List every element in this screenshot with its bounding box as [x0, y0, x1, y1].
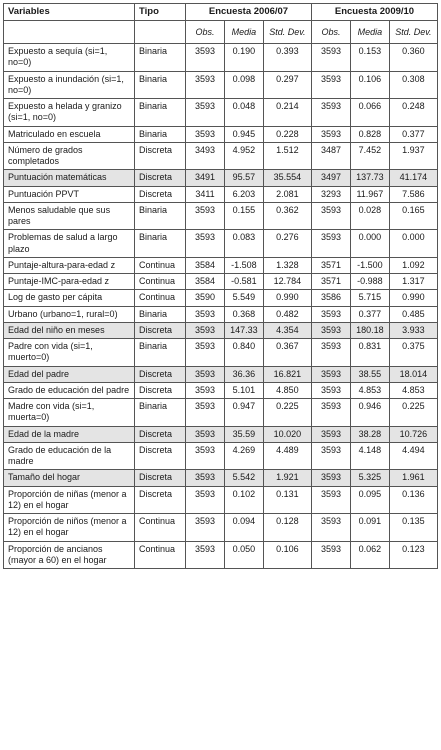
- obs-2006-cell: 3593: [186, 382, 225, 398]
- table-row: [4, 126, 438, 142]
- mean-2009-cell: 0.062: [350, 541, 389, 569]
- header-row: [4, 4, 438, 21]
- mean-2006-cell: 147.33: [225, 322, 264, 338]
- obs-2006-cell: 3593: [186, 306, 225, 322]
- obs-2006-cell: 3593: [186, 126, 225, 142]
- obs-2009-cell: 3593: [311, 399, 350, 427]
- std-dev-2009-cell: 1.937: [389, 142, 437, 170]
- header-variables: Variables: [4, 4, 135, 21]
- std-dev-2006-cell: 0.367: [263, 339, 311, 367]
- mean-2006-cell: 0.050: [225, 541, 264, 569]
- std-dev-2009-cell: 4.853: [389, 382, 437, 398]
- table-row: [4, 274, 438, 290]
- table-row: [4, 230, 438, 258]
- table-row: [4, 486, 438, 514]
- std-dev-2009-cell: 1.092: [389, 257, 437, 273]
- tipo-cell: Discreta: [135, 142, 186, 170]
- table-row: [4, 170, 438, 186]
- mean-2009-cell: 137.73: [350, 170, 389, 186]
- mean-2006-cell: 0.102: [225, 486, 264, 514]
- variable-cell: Edad del niño en meses: [4, 322, 135, 338]
- std-dev-2009-cell: 0.375: [389, 339, 437, 367]
- variable-cell: Expuesto a sequía (si=1, no=0): [4, 44, 135, 72]
- table-body: [4, 44, 438, 569]
- variable-cell: Log de gasto per cápita: [4, 290, 135, 306]
- subheader-media: Media: [350, 20, 389, 43]
- table-row: [4, 186, 438, 202]
- mean-2009-cell: 0.028: [350, 202, 389, 230]
- obs-2009-cell: 3593: [311, 382, 350, 398]
- std-dev-2006-cell: 0.362: [263, 202, 311, 230]
- obs-2006-cell: 3593: [186, 426, 225, 442]
- table-header: [4, 4, 438, 44]
- tipo-cell: Binaria: [135, 202, 186, 230]
- tipo-cell: Discreta: [135, 322, 186, 338]
- std-dev-2009-cell: 0.990: [389, 290, 437, 306]
- summary-statistics-table: [3, 3, 438, 569]
- table-row: [4, 202, 438, 230]
- tipo-cell: Binaria: [135, 306, 186, 322]
- table-row: [4, 399, 438, 427]
- std-dev-2009-cell: 0.123: [389, 541, 437, 569]
- mean-2006-cell: 0.945: [225, 126, 264, 142]
- mean-2009-cell: 0.091: [350, 514, 389, 542]
- std-dev-2006-cell: 0.128: [263, 514, 311, 542]
- std-dev-2006-cell: 0.106: [263, 541, 311, 569]
- obs-2006-cell: 3411: [186, 186, 225, 202]
- obs-2009-cell: 3497: [311, 170, 350, 186]
- obs-2009-cell: 3586: [311, 290, 350, 306]
- table-row: [4, 426, 438, 442]
- tipo-cell: Binaria: [135, 399, 186, 427]
- obs-2006-cell: 3593: [186, 202, 225, 230]
- table-row: [4, 290, 438, 306]
- std-dev-2009-cell: 1.961: [389, 470, 437, 486]
- obs-2006-cell: 3584: [186, 274, 225, 290]
- table-row: [4, 366, 438, 382]
- tipo-cell: Continua: [135, 541, 186, 569]
- std-dev-2009-cell: 3.933: [389, 322, 437, 338]
- mean-2006-cell: 4.952: [225, 142, 264, 170]
- std-dev-2006-cell: 1.921: [263, 470, 311, 486]
- std-dev-2009-cell: 41.174: [389, 170, 437, 186]
- header-survey-2006-07: Encuesta 2006/07: [186, 4, 312, 21]
- mean-2009-cell: 7.452: [350, 142, 389, 170]
- mean-2009-cell: 5.715: [350, 290, 389, 306]
- mean-2006-cell: 5.542: [225, 470, 264, 486]
- table-row: [4, 514, 438, 542]
- mean-2006-cell: 36.36: [225, 366, 264, 382]
- tipo-cell: Discreta: [135, 186, 186, 202]
- table-row: [4, 142, 438, 170]
- subheader-media: Media: [225, 20, 264, 43]
- table-row: [4, 99, 438, 127]
- obs-2006-cell: 3493: [186, 142, 225, 170]
- variable-cell: Proporción de niñas (menor a 12) en el hogar: [4, 486, 135, 514]
- tipo-cell: Binaria: [135, 71, 186, 99]
- obs-2006-cell: 3590: [186, 290, 225, 306]
- mean-2009-cell: 38.55: [350, 366, 389, 382]
- variable-cell: Puntaje-altura-para-edad z: [4, 257, 135, 273]
- tipo-cell: Binaria: [135, 99, 186, 127]
- obs-2006-cell: 3593: [186, 486, 225, 514]
- tipo-cell: Discreta: [135, 382, 186, 398]
- table-row: [4, 470, 438, 486]
- std-dev-2009-cell: 0.360: [389, 44, 437, 72]
- std-dev-2009-cell: 0.248: [389, 99, 437, 127]
- obs-2009-cell: 3571: [311, 274, 350, 290]
- variable-cell: Problemas de salud a largo plazo: [4, 230, 135, 258]
- mean-2006-cell: 5.101: [225, 382, 264, 398]
- subheader-obs: Obs.: [311, 20, 350, 43]
- obs-2009-cell: 3593: [311, 442, 350, 470]
- std-dev-2006-cell: 0.228: [263, 126, 311, 142]
- mean-2009-cell: 11.967: [350, 186, 389, 202]
- subheader-blank: [4, 20, 135, 43]
- mean-2009-cell: -1.500: [350, 257, 389, 273]
- mean-2006-cell: 0.947: [225, 399, 264, 427]
- obs-2009-cell: 3593: [311, 514, 350, 542]
- variable-cell: Expuesto a helada y granizo (si=1, no=0): [4, 99, 135, 127]
- std-dev-2006-cell: 0.276: [263, 230, 311, 258]
- obs-2006-cell: 3593: [186, 339, 225, 367]
- std-dev-2006-cell: 0.225: [263, 399, 311, 427]
- variable-cell: Padre con vida (si=1, muerto=0): [4, 339, 135, 367]
- std-dev-2009-cell: 10.726: [389, 426, 437, 442]
- variable-cell: Madre con vida (si=1, muerta=0): [4, 399, 135, 427]
- table-row: [4, 44, 438, 72]
- obs-2009-cell: 3593: [311, 230, 350, 258]
- table-row: [4, 71, 438, 99]
- obs-2009-cell: 3593: [311, 486, 350, 514]
- variable-cell: Tamaño del hogar: [4, 470, 135, 486]
- obs-2006-cell: 3593: [186, 399, 225, 427]
- mean-2006-cell: 0.190: [225, 44, 264, 72]
- tipo-cell: Discreta: [135, 366, 186, 382]
- variable-cell: Menos saludable que sus pares: [4, 202, 135, 230]
- obs-2009-cell: 3593: [311, 71, 350, 99]
- obs-2006-cell: 3593: [186, 99, 225, 127]
- variable-cell: Puntuación PPVT: [4, 186, 135, 202]
- obs-2006-cell: 3491: [186, 170, 225, 186]
- obs-2006-cell: 3593: [186, 230, 225, 258]
- obs-2009-cell: 3593: [311, 339, 350, 367]
- mean-2006-cell: 95.57: [225, 170, 264, 186]
- variable-cell: Matriculado en escuela: [4, 126, 135, 142]
- std-dev-2009-cell: 0.485: [389, 306, 437, 322]
- mean-2006-cell: 0.083: [225, 230, 264, 258]
- header-survey-2009-10: Encuesta 2009/10: [311, 4, 437, 21]
- header-tipo: Tipo: [135, 4, 186, 21]
- tipo-cell: Binaria: [135, 126, 186, 142]
- tipo-cell: Discreta: [135, 442, 186, 470]
- std-dev-2006-cell: 0.393: [263, 44, 311, 72]
- mean-2009-cell: 4.148: [350, 442, 389, 470]
- obs-2009-cell: 3593: [311, 541, 350, 569]
- std-dev-2006-cell: 4.354: [263, 322, 311, 338]
- mean-2009-cell: 0.831: [350, 339, 389, 367]
- mean-2009-cell: -0.988: [350, 274, 389, 290]
- variable-cell: Proporción de ancianos (mayor a 60) en el hogar: [4, 541, 135, 569]
- tipo-cell: Continua: [135, 290, 186, 306]
- std-dev-2009-cell: 0.308: [389, 71, 437, 99]
- tipo-cell: Discreta: [135, 470, 186, 486]
- obs-2009-cell: 3593: [311, 322, 350, 338]
- obs-2009-cell: 3593: [311, 306, 350, 322]
- std-dev-2006-cell: 4.850: [263, 382, 311, 398]
- mean-2009-cell: 180.18: [350, 322, 389, 338]
- obs-2006-cell: 3593: [186, 470, 225, 486]
- std-dev-2006-cell: 1.328: [263, 257, 311, 273]
- tipo-cell: Discreta: [135, 170, 186, 186]
- obs-2009-cell: 3593: [311, 126, 350, 142]
- obs-2006-cell: 3593: [186, 322, 225, 338]
- mean-2006-cell: 0.048: [225, 99, 264, 127]
- tipo-cell: Continua: [135, 257, 186, 273]
- mean-2006-cell: 0.155: [225, 202, 264, 230]
- std-dev-2009-cell: 1.317: [389, 274, 437, 290]
- mean-2006-cell: 0.098: [225, 71, 264, 99]
- subheader-blank: [135, 20, 186, 43]
- table-row: [4, 442, 438, 470]
- mean-2006-cell: 35.59: [225, 426, 264, 442]
- std-dev-2009-cell: 0.165: [389, 202, 437, 230]
- mean-2006-cell: 6.203: [225, 186, 264, 202]
- mean-2006-cell: 0.094: [225, 514, 264, 542]
- variable-cell: Proporción de niños (menor a 12) en el hogar: [4, 514, 135, 542]
- mean-2009-cell: 0.066: [350, 99, 389, 127]
- mean-2006-cell: 0.840: [225, 339, 264, 367]
- obs-2009-cell: 3593: [311, 366, 350, 382]
- variable-cell: Grado de educación del padre: [4, 382, 135, 398]
- obs-2009-cell: 3487: [311, 142, 350, 170]
- table-row: [4, 382, 438, 398]
- table-row: [4, 322, 438, 338]
- std-dev-2006-cell: 1.512: [263, 142, 311, 170]
- std-dev-2009-cell: 0.136: [389, 486, 437, 514]
- obs-2009-cell: 3593: [311, 470, 350, 486]
- std-dev-2009-cell: 18.014: [389, 366, 437, 382]
- mean-2006-cell: 0.368: [225, 306, 264, 322]
- mean-2006-cell: 4.269: [225, 442, 264, 470]
- mean-2009-cell: 38.28: [350, 426, 389, 442]
- std-dev-2006-cell: 4.489: [263, 442, 311, 470]
- obs-2009-cell: 3593: [311, 99, 350, 127]
- std-dev-2006-cell: 0.214: [263, 99, 311, 127]
- tipo-cell: Binaria: [135, 339, 186, 367]
- mean-2009-cell: 0.106: [350, 71, 389, 99]
- obs-2006-cell: 3593: [186, 442, 225, 470]
- subheader-row: [4, 20, 438, 43]
- mean-2006-cell: -0.581: [225, 274, 264, 290]
- tipo-cell: Continua: [135, 274, 186, 290]
- mean-2009-cell: 0.000: [350, 230, 389, 258]
- tipo-cell: Discreta: [135, 486, 186, 514]
- std-dev-2006-cell: 10.020: [263, 426, 311, 442]
- subheader-obs: Obs.: [186, 20, 225, 43]
- mean-2009-cell: 5.325: [350, 470, 389, 486]
- std-dev-2009-cell: 0.225: [389, 399, 437, 427]
- std-dev-2006-cell: 0.482: [263, 306, 311, 322]
- obs-2006-cell: 3584: [186, 257, 225, 273]
- std-dev-2006-cell: 0.131: [263, 486, 311, 514]
- std-dev-2006-cell: 35.554: [263, 170, 311, 186]
- variable-cell: Puntaje-IMC-para-edad z: [4, 274, 135, 290]
- variable-cell: Edad de la madre: [4, 426, 135, 442]
- std-dev-2009-cell: 0.135: [389, 514, 437, 542]
- std-dev-2006-cell: 0.990: [263, 290, 311, 306]
- std-dev-2006-cell: 16.821: [263, 366, 311, 382]
- obs-2009-cell: 3593: [311, 44, 350, 72]
- tipo-cell: Binaria: [135, 44, 186, 72]
- mean-2009-cell: 4.853: [350, 382, 389, 398]
- std-dev-2009-cell: 7.586: [389, 186, 437, 202]
- obs-2006-cell: 3593: [186, 514, 225, 542]
- obs-2009-cell: 3593: [311, 202, 350, 230]
- tipo-cell: Binaria: [135, 230, 186, 258]
- tipo-cell: Discreta: [135, 426, 186, 442]
- obs-2009-cell: 3293: [311, 186, 350, 202]
- mean-2009-cell: 0.946: [350, 399, 389, 427]
- obs-2006-cell: 3593: [186, 44, 225, 72]
- obs-2006-cell: 3593: [186, 71, 225, 99]
- mean-2009-cell: 0.153: [350, 44, 389, 72]
- std-dev-2009-cell: 0.377: [389, 126, 437, 142]
- table-row: [4, 339, 438, 367]
- std-dev-2006-cell: 0.297: [263, 71, 311, 99]
- variable-cell: Grado de educación de la madre: [4, 442, 135, 470]
- variable-cell: Urbano (urbano=1, rural=0): [4, 306, 135, 322]
- mean-2006-cell: 5.549: [225, 290, 264, 306]
- table-row: [4, 541, 438, 569]
- variable-cell: Número de grados completados: [4, 142, 135, 170]
- tipo-cell: Continua: [135, 514, 186, 542]
- mean-2009-cell: 0.095: [350, 486, 389, 514]
- mean-2006-cell: -1.508: [225, 257, 264, 273]
- obs-2006-cell: 3593: [186, 366, 225, 382]
- table-row: [4, 257, 438, 273]
- table-row: [4, 306, 438, 322]
- std-dev-2009-cell: 4.494: [389, 442, 437, 470]
- variable-cell: Puntuación matemáticas: [4, 170, 135, 186]
- subheader-std-dev: Std. Dev.: [389, 20, 437, 43]
- variable-cell: Expuesto a inundación (si=1, no=0): [4, 71, 135, 99]
- obs-2009-cell: 3593: [311, 426, 350, 442]
- obs-2006-cell: 3593: [186, 541, 225, 569]
- std-dev-2006-cell: 2.081: [263, 186, 311, 202]
- mean-2009-cell: 0.377: [350, 306, 389, 322]
- mean-2009-cell: 0.828: [350, 126, 389, 142]
- std-dev-2009-cell: 0.000: [389, 230, 437, 258]
- subheader-std-dev: Std. Dev.: [263, 20, 311, 43]
- variable-cell: Edad del padre: [4, 366, 135, 382]
- obs-2009-cell: 3571: [311, 257, 350, 273]
- std-dev-2006-cell: 12.784: [263, 274, 311, 290]
